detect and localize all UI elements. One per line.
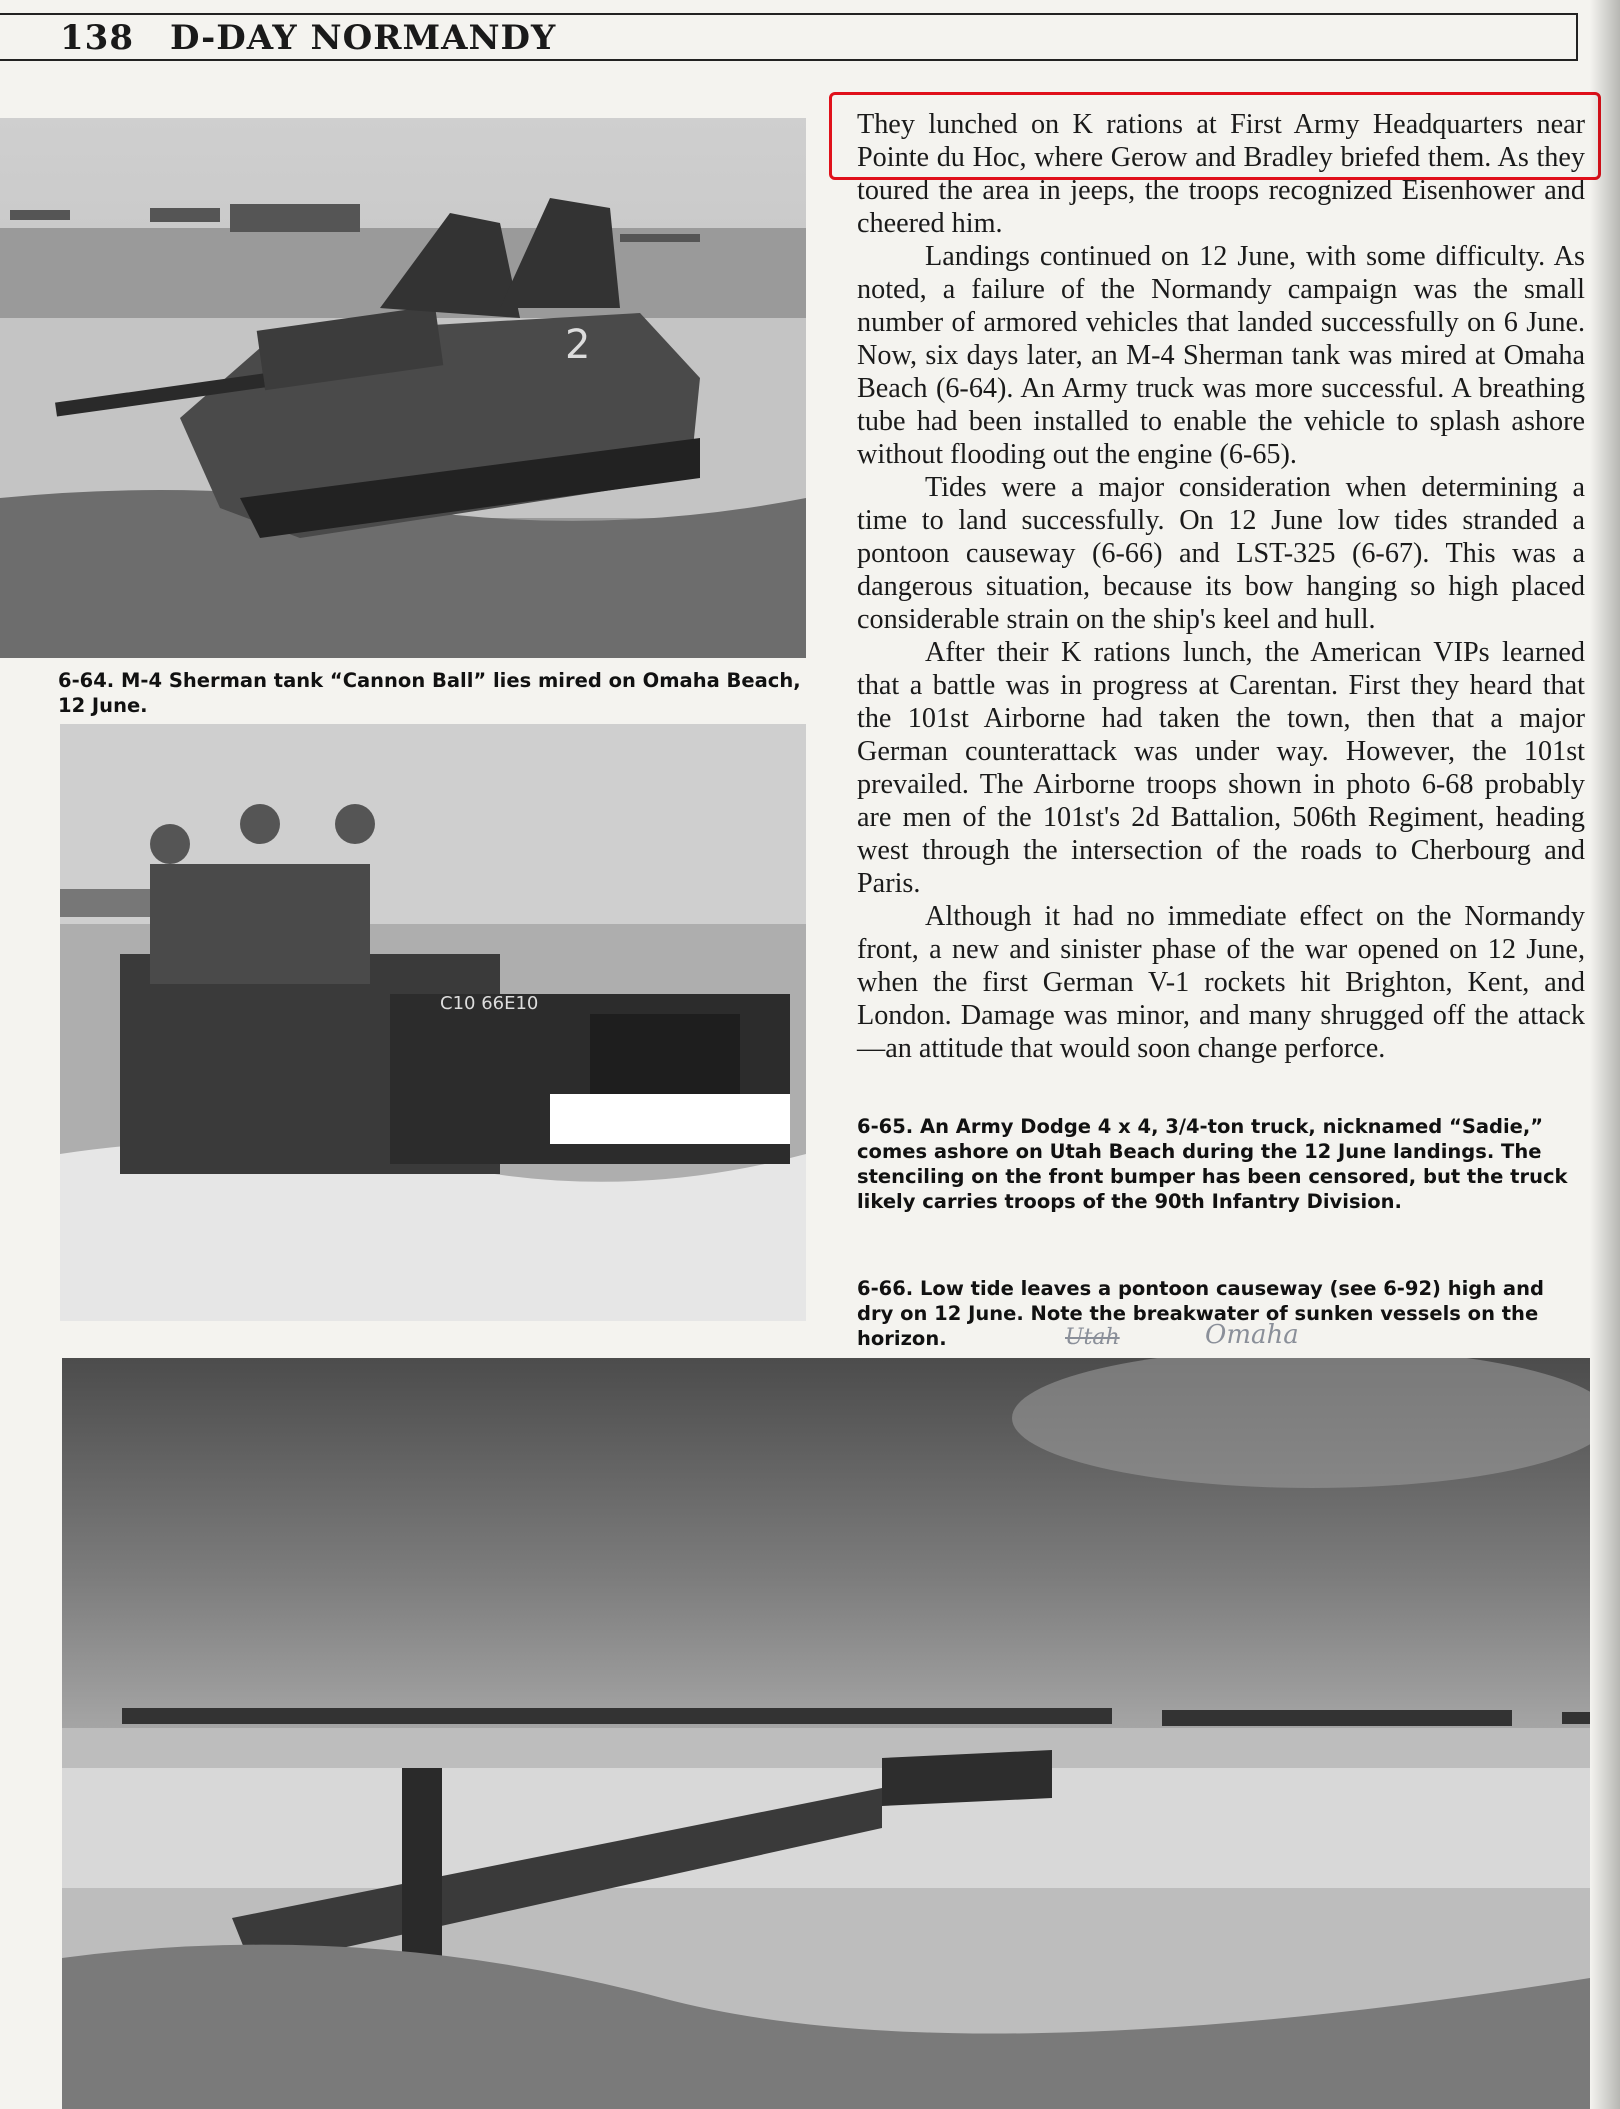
page-number: 138 <box>60 18 134 58</box>
caption-6-65: 6-65. An Army Dodge 4 x 4, 3/4-ton truck, nicknamed “Sadie,” comes ashore on Utah Beach during the 12 June landings. The stenciling on the front bumper has been censored, but the truck likely carries troops of the 90th Infantry Division. <box>857 1115 1568 1213</box>
paragraph-1: They lunched on K rations at First Army Headquarters near Pointe du Hoc, where Gerow and Bradley briefed them. As they toured the area in jeeps, the troops recognized Eisenhower and cheered him. <box>857 109 1585 239</box>
truck-marking: C10 66E10 <box>440 993 539 1014</box>
caption-6-64: 6-64. M-4 Sherman tank “Cannon Ball” lies mired on Omaha Beach, 12 June. <box>58 669 801 717</box>
caption-6-66: 6-66. Low tide leaves a pontoon causeway (see 6-92) high and dry on 12 June. Note the breakwater of sunken vessels on the horizon. <box>857 1277 1544 1350</box>
pencil-struck-word: Utah <box>1065 1325 1120 1350</box>
paragraph-4: After their K rations lunch, the American VIPs learned that a battle was in progress at Carentan. First they heard that the 101st Airborne had taken the town, then that a major German counterattack was under way. However, the 101st prevailed. The Airborne troops shown in photo 6-68 probably are men of the 101st's 2d Battalion, 506th Regiment, heading west through the intersection of the roads to Cherbourg and Paris. <box>857 637 1585 899</box>
highlight-box <box>829 92 1601 180</box>
paragraph-5: Although it had no immediate effect on the Normandy front, a new and sinister phase of the war opened on 12 June, when the first German V-1 rockets hit Brighton, Kent, and London. Damage was minor, and many shrugged off the attack—an attitude that would soon change perforce. <box>857 901 1585 1064</box>
paragraph-3: Tides were a major consideration when determining a time to land successfully. On 12 June low tides stranded a pontoon causeway (6-66) and LST-325 (6-67). This was a dangerous situation, because its bow hanging so high placed considerable strain on the ship's keel and hull. <box>857 472 1585 635</box>
body-text <box>857 108 1585 1065</box>
pencil-note: Omaha <box>1205 1320 1299 1350</box>
photo-sherman-tank <box>0 118 806 658</box>
paragraph-2: Landings continued on 12 June, with some difficulty. As noted, a failure of the Normandy campaign was the small number of armored vehicles that landed successfully on 6 June. Now, six days later, an M-4 Sherman tank was mired at Omaha Beach (6-64). An Army truck was more successful. A breathing tube had been installed to enable the vehicle to splash ashore without flooding out the engine (6-65). <box>857 241 1585 470</box>
book-title: D-DAY NORMANDY <box>170 18 557 58</box>
spine-shadow <box>1590 0 1620 2109</box>
photo-dodge-truck <box>60 724 806 1321</box>
tank-marking: 2 <box>565 322 591 368</box>
photo-pontoon-causeway <box>62 1358 1590 2109</box>
